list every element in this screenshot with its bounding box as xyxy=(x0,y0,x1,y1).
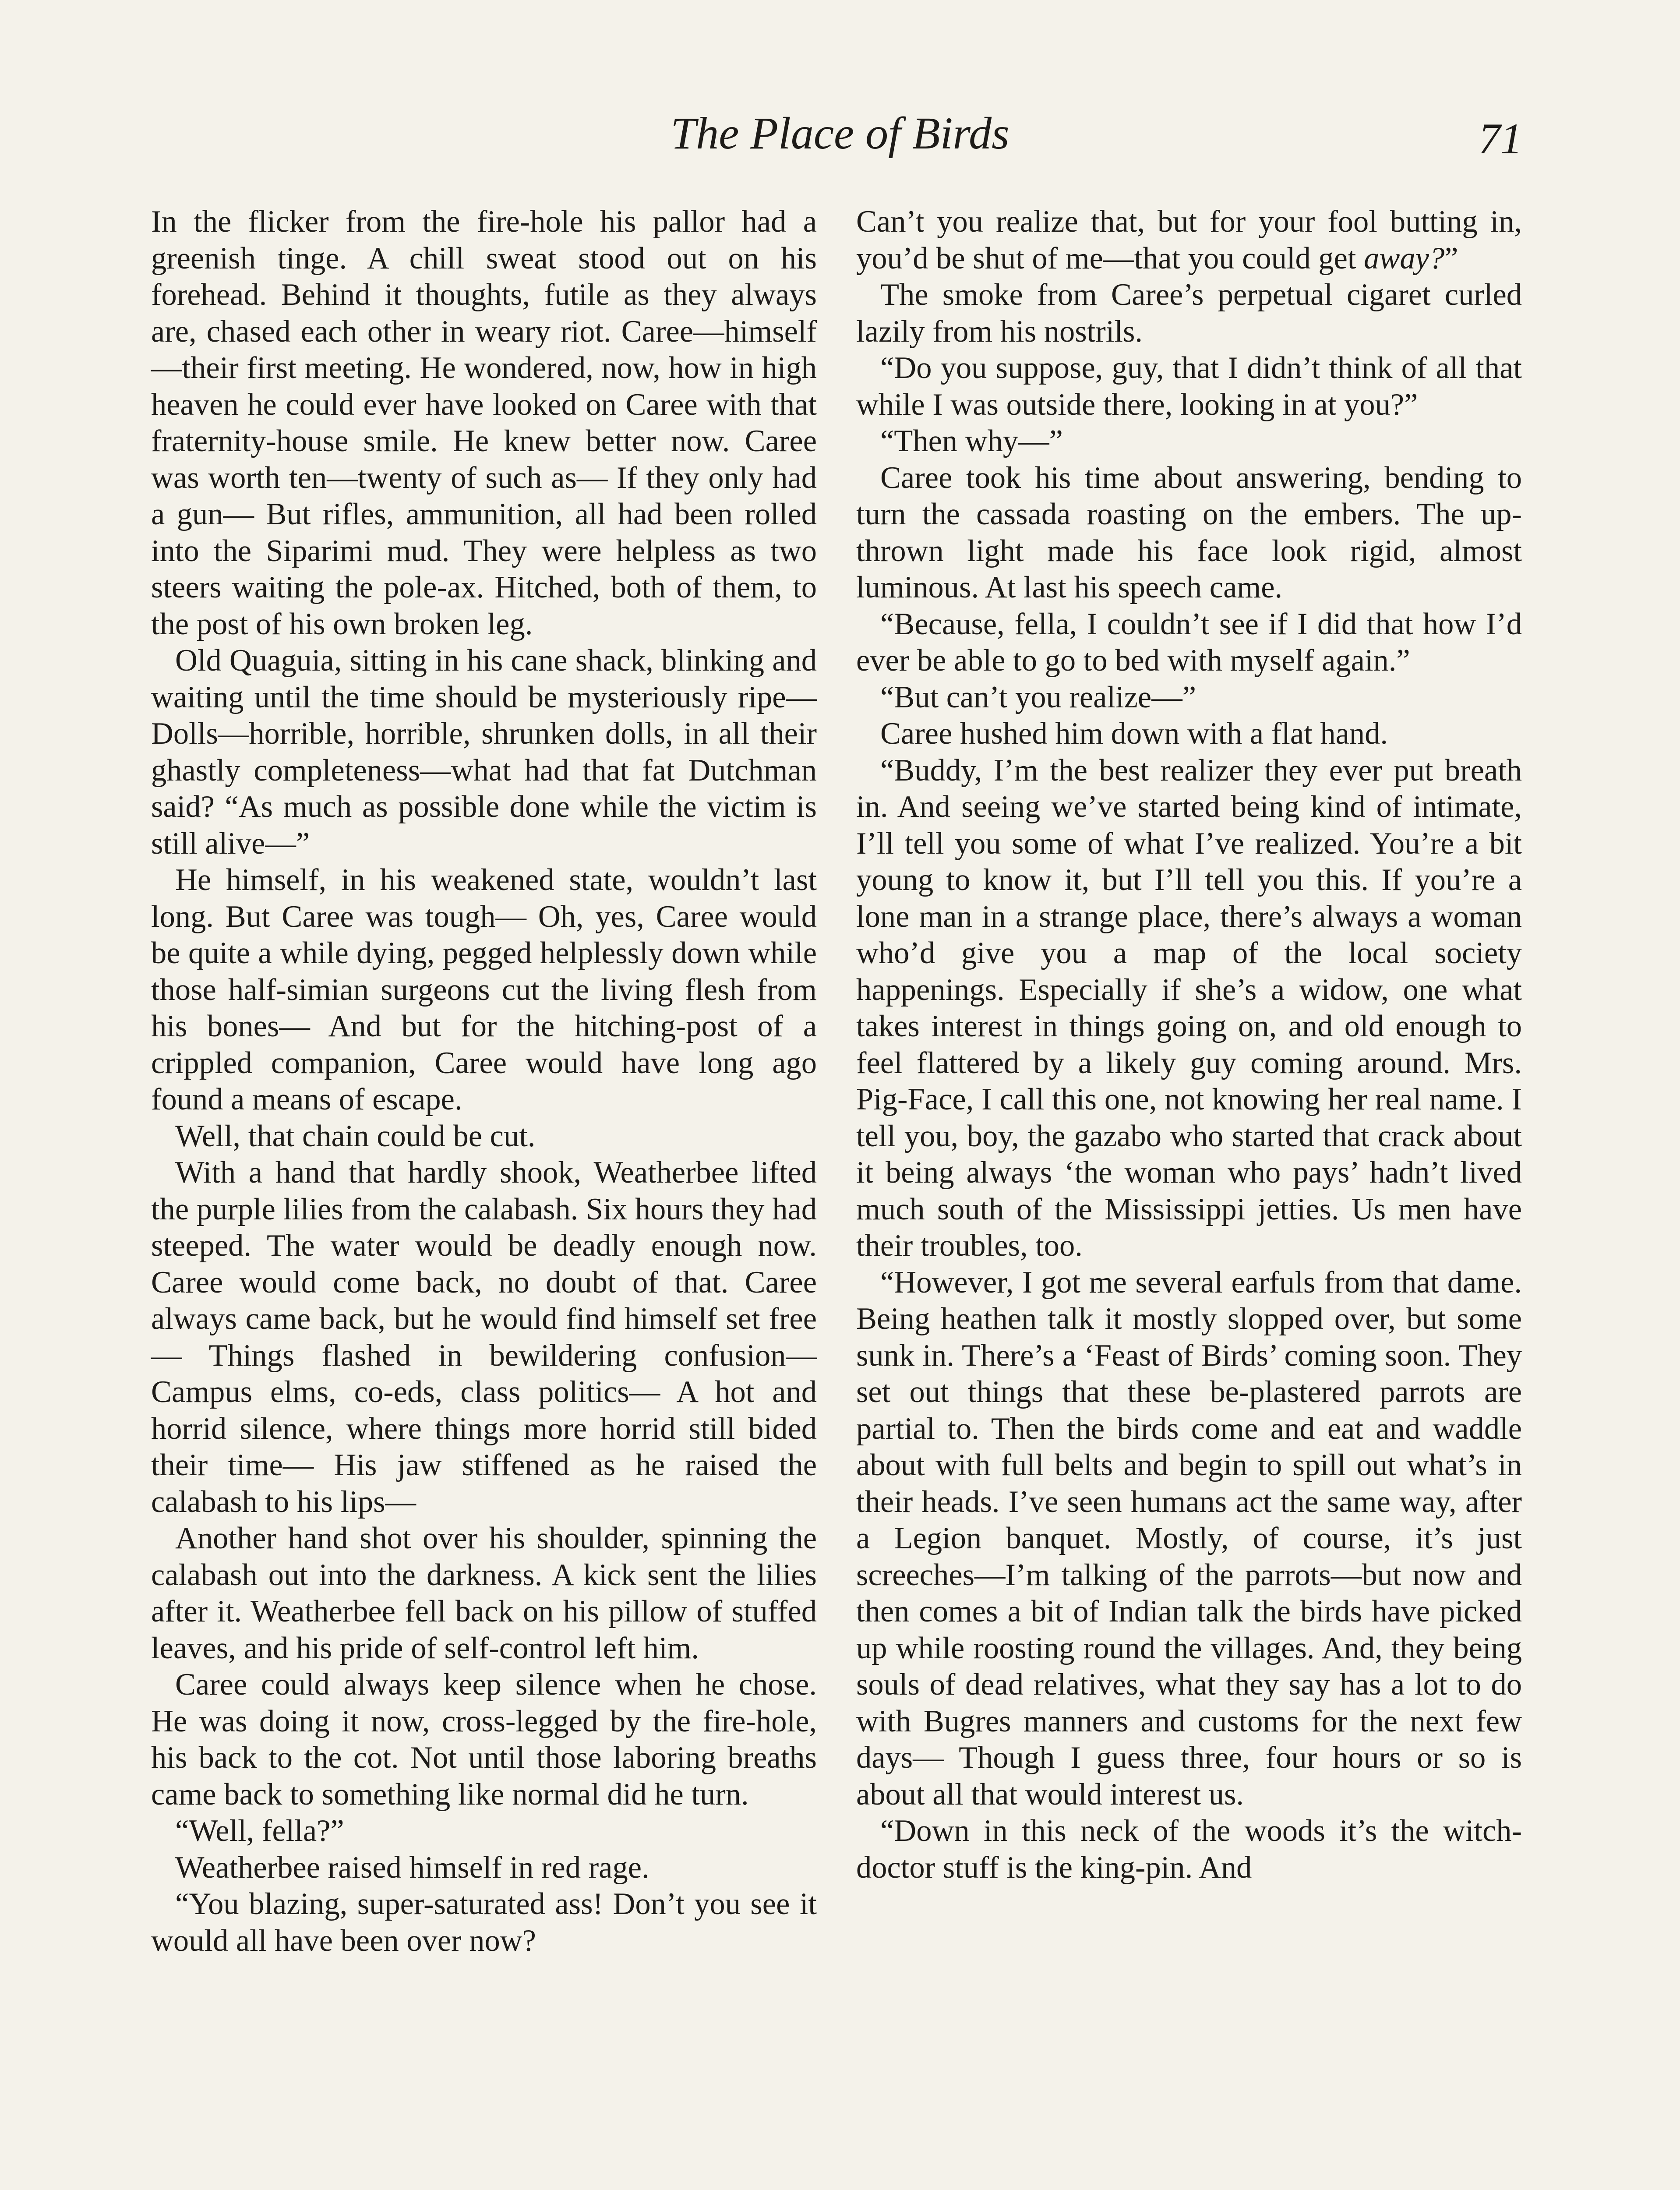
paragraph: Weatherbee raised himself in red rage. xyxy=(175,1850,649,1885)
paragraph: “You blazing, super-saturated ass! Don’t you see it would all have been over now? xyxy=(151,1887,817,1958)
left-column xyxy=(151,204,817,1959)
paragraph: In the flicker from the fire-hole his pallor had a greenish tinge. A chill sweat stood out on his forehead. Behind it thoughts, futile as they always are, chased each other in weary riot. Caree—himself—their first meeting. He wondered, now, how in high heaven he could ever have looked on Caree with that fraternity-house smile. He knew better now. Caree was worth ten—twenty of such as— If they only had a gun— But rifles, ammunition, all had been rolled into the Siparimi mud. They were helpless as two steers waiting the pole-ax. Hitched, both of them, to the post of his own broken leg. xyxy=(151,205,817,641)
paragraph: Caree could always keep silence when he chose. He was doing it now, cross-legged by the fire-hole, his back to the cot. Not until those laboring breaths came back to something like normal did he turn. xyxy=(151,1667,817,1812)
paragraph: “But can’t you realize—” xyxy=(880,680,1196,714)
paragraph: “Then why—” xyxy=(880,424,1063,458)
emphasis: away? xyxy=(1364,241,1445,276)
paragraph: Old Quaguia, sitting in his cane shack, blinking and waiting until the time should be mysteriously ripe— Dolls—horrible, horrible, shrunken dolls, in all their ghastly completeness—what had that fat Dutchman said? “As much as possible done while the victim is still alive—” xyxy=(151,643,817,861)
paragraph: Well, that chain could be cut. xyxy=(175,1119,536,1153)
paragraph: “Down in this neck of the woods it’s the witch-doctor stuff is the king-pin. And xyxy=(856,1814,1522,1885)
paragraph: “However, I got me several earfuls from that dame. Being heathen talk it mostly slopped over, but some sunk in. There’s a ‘Feast of Birds’ coming soon. They set out things that these be-plastered parrots are partial to. Then the birds come and eat and waddle about with full belts and begin to spill out what’s in their heads. I’ve seen humans act the same way, after a Legion banquet. Mostly, of course, it’s just screeches—I’m talking of the parrots—but now and then comes a bit of Indian talk the birds have picked up while roosting round the villages. And, they being souls of dead relatives, what they say has a lot to do with Bugres manners and customs for the next few days— Though I guess three, four hours or so is about all that would interest us. xyxy=(856,1265,1522,1812)
paragraph: Caree hushed him down with a flat hand. xyxy=(880,717,1388,751)
page-header xyxy=(0,101,1680,188)
paragraph: “Buddy, I’m the best realizer they ever put breath in. And seeing we’ve started being kind of intimate, I’ll tell you some of what I’ve realized. You’re a bit young to know it, but I’ll tell you this. If you’re a lone man in a strange place, there’s always a woman who’d give you a map of the local society happenings. Especially if she’s a widow, one what takes interest in things going on, and old enough to feel flattered by a likely guy coming around. Mrs. Pig-Face, I call this one, not knowing her real name. I tell you, boy, the gazabo who started that crack about it being always ‘the woman who pays’ hadn’t lived much south of the Mississippi jetties. Us men have their troubles, too. xyxy=(856,753,1522,1263)
paragraph: The smoke from Caree’s perpetual cigaret curled lazily from his nostrils. xyxy=(856,278,1522,349)
running-title: The Place of Birds xyxy=(671,108,1009,159)
paragraph-continued xyxy=(856,204,1522,277)
paragraph: Caree took his time about answering, bending to turn the cassada roasting on the embers. The up-thrown light made his face look rigid, almost luminous. At last his speech came. xyxy=(856,460,1522,604)
closing-quote: ” xyxy=(1444,241,1458,276)
right-column xyxy=(856,204,1522,1886)
paragraph: He himself, in his weakened state, wouldn’t last long. But Caree was tough— Oh, yes, Caree would be quite a while dying, pegged helplessly down while those half-simian surgeons cut the living flesh from his bones— And but for the hitching-post of a crippled companion, Caree would have long ago found a means of escape. xyxy=(151,863,817,1116)
paragraph: With a hand that hardly shook, Weatherbee lifted the purple lilies from the calabash. Six hours they had steeped. The water would be deadly enough now. Caree would come back, no doubt of that. Caree always came back, but he would find himself set free— Things flashed in bewildering confusion— Campus elms, co-eds, class politics— A hot and horrid silence, where things more horrid still bided their time— His jaw stiffened as he raised the calabash to his lips— xyxy=(151,1155,817,1519)
paragraph: “Because, fella, I couldn’t see if I did that how I’d ever be able to go to bed with myself again.” xyxy=(856,607,1522,678)
page-number: 71 xyxy=(1479,114,1522,163)
paragraph: “Well, fella?” xyxy=(175,1814,344,1848)
paragraph-continued-text: Can’t you realize that, but for your fool butting in, you’d be shut of me—that you could get xyxy=(856,205,1522,276)
paragraph: Another hand shot over his shoulder, spinning the calabash out into the darkness. A kick sent the lilies after it. Weatherbee fell back on his pillow of stuffed leaves, and his pride of self-control left him. xyxy=(151,1521,817,1665)
paragraph: “Do you suppose, guy, that I didn’t think of all that while I was outside there, looking in at you?” xyxy=(856,351,1522,422)
